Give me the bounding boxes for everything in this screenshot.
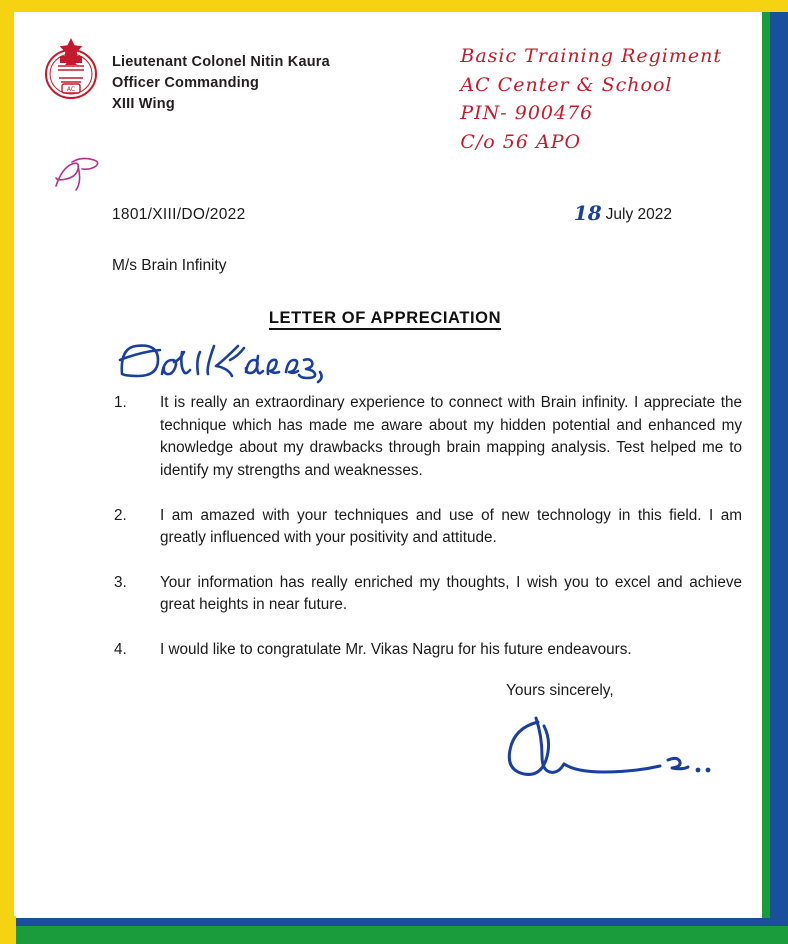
unit-line-3: PIN- 900476	[460, 102, 594, 124]
letter-title	[14, 309, 756, 328]
paragraph	[114, 572, 742, 617]
handwritten-salutation-icon	[114, 334, 374, 386]
closing-salutation: Yours sincerely,	[506, 682, 614, 699]
paragraph-number: 4.	[114, 641, 127, 658]
unit-line-1: Basic Training Regiment	[460, 45, 722, 67]
unit-line-4: C/o 56 APO	[460, 130, 582, 153]
page-border-right-green	[762, 12, 770, 926]
paragraph-text: It is really an extraordinary experience to connect with Brain infinity. I appreciate the technique which has made me aware about my hidden potential and enhanced my knowledge about my drawbacks through brain mapping analysis. Test helped me to identify my strengths and weaknesses.	[160, 394, 742, 479]
ac-centre-crest-icon	[40, 34, 102, 102]
paragraph-text: I would like to congratulate Mr. Vikas Nagru for his future endeavours.	[160, 641, 632, 658]
paragraph-number: 3.	[114, 573, 127, 591]
date-day-handwritten: 18	[573, 201, 602, 225]
letter-sheet	[14, 12, 756, 914]
officer-name: Lieutenant Colonel Nitin Kaura	[112, 54, 330, 70]
officer-wing: XIII Wing	[112, 96, 175, 113]
letter-title-text: LETTER OF APPRECIATION	[269, 309, 501, 330]
letter-date	[574, 200, 712, 224]
reference-number: 1801/XIII/DO/2022	[112, 206, 246, 223]
page-border-right-blue	[770, 12, 788, 926]
paragraph-text: Your information has really enriched my thoughts, I wish you to excel and achieve great heights in near future.	[160, 573, 742, 614]
unit-line-2: AC Center & School	[460, 73, 673, 96]
paragraph	[114, 505, 742, 550]
paragraph-number: 2.	[114, 506, 127, 524]
reference-and-date-row	[112, 200, 712, 224]
svg-text:AC: AC	[66, 86, 76, 93]
unit-address	[460, 34, 730, 156]
paragraph-text: I am amazed with your techniques and use of new technology in this field. I am greatly influenced with your positivity and attitude.	[160, 506, 742, 547]
letterhead	[40, 34, 730, 156]
paragraph	[114, 639, 742, 662]
paragraph	[114, 392, 742, 483]
letter-body	[114, 392, 742, 684]
page-border-top	[0, 0, 788, 12]
date-month-year: July 2022	[605, 206, 672, 223]
officer-details	[112, 34, 330, 115]
page-corner-bottom-left	[0, 916, 16, 944]
officer-appointment: Officer Commanding	[112, 75, 259, 92]
paragraph-number: 1.	[114, 394, 127, 411]
page-border-bottom-green	[0, 926, 788, 944]
handwritten-initial-icon	[48, 152, 128, 197]
addressee: M/s Brain Infinity	[112, 257, 227, 274]
page-border-left	[0, 0, 14, 944]
page-border-bottom-blue	[14, 918, 770, 926]
handwritten-signature-icon	[492, 712, 722, 792]
